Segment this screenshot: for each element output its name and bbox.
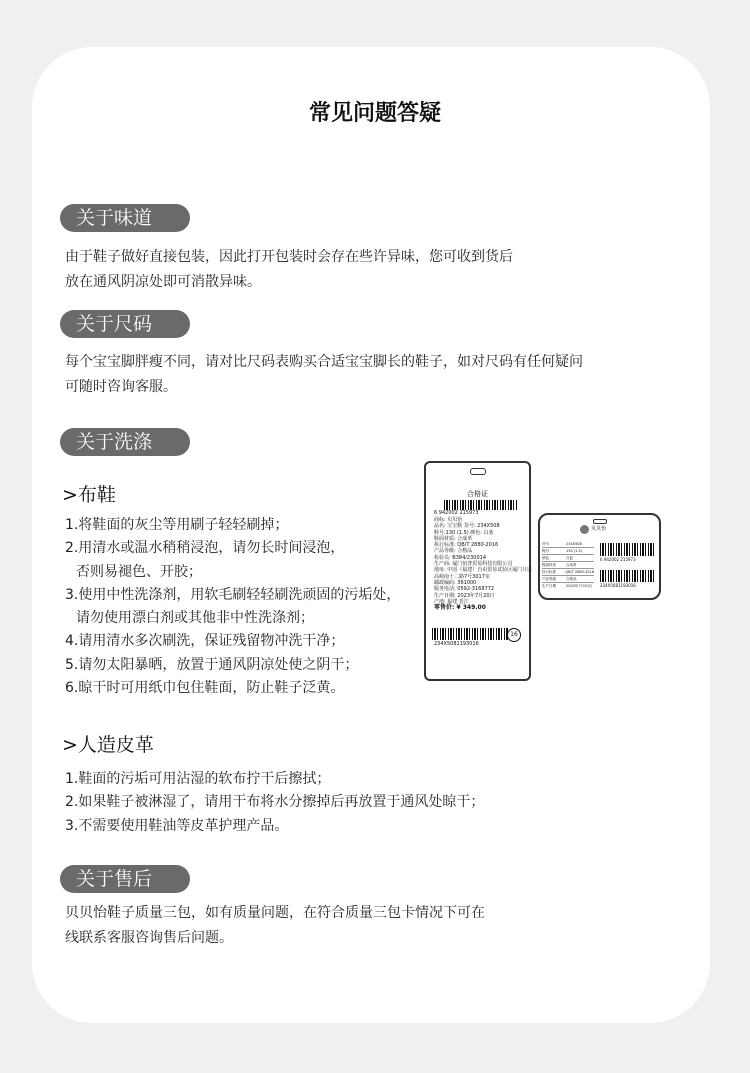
hang-hole — [593, 519, 607, 524]
list-item: 3.使用中性洗涤剂，用软毛刷轻轻刷洗顽固的污垢处， — [65, 586, 401, 603]
hang-tag-image — [538, 513, 661, 600]
barcode-icon — [600, 543, 654, 556]
spec-row — [542, 576, 594, 583]
barcode-icon — [444, 500, 518, 510]
spec-value: 2023年7月20日 — [566, 584, 593, 588]
tag-line: 生产商: 厦门佰普贸易科技有限公司 — [434, 561, 513, 568]
tag-line: 检验员: B384/230014 — [434, 554, 487, 561]
list-item: 请勿使用漂白剂或其他非中性洗涤剂； — [76, 610, 314, 627]
section-heading-aftersale: 关于售后 — [60, 865, 190, 893]
tag-line: 鞋面材质: 合成革 — [434, 535, 473, 542]
spec-value: 130 (1.5) — [566, 549, 583, 553]
tag-line: 鞋号:130 (1.5) 颜色: 白蓝 — [434, 529, 494, 536]
spec-value: QB/T 2880-2016 — [565, 570, 594, 574]
spec-key: 颜色 — [542, 556, 549, 560]
spec-row — [542, 541, 594, 548]
certificate-tag-image — [424, 461, 531, 681]
list-item: 4.请用清水多次刷洗，保证残留物冲洗干净； — [65, 633, 345, 650]
aftersale-paragraph — [65, 901, 485, 951]
smell-line: 由于鞋子做好直接包装，因此打开包装时会存在些许异味，您可收到货后 — [65, 249, 513, 265]
tag-line: 商标: 贝贝怡 — [434, 517, 463, 523]
spec-row — [542, 555, 594, 562]
smell-line: 放在通风阴凉处即可消散异味。 — [65, 274, 261, 290]
spec-row — [542, 548, 594, 555]
leather-list — [65, 768, 484, 838]
tag-line: 高崎南十二路7号3017室 — [434, 573, 490, 580]
aftersale-line: 贝贝怡鞋子质量三包，如有质量问题，在符合质量三包卡情况下可在 — [65, 905, 485, 921]
tag-line: 服务电话: 0592-3168772 — [434, 586, 495, 593]
leather-title: >人造皮革 — [62, 734, 154, 756]
size-paragraph — [65, 350, 583, 400]
spec-key: 货号 — [542, 542, 549, 546]
list-item: 1.将鞋面的灰尘等用刷子轻轻刷掉； — [65, 517, 289, 533]
size-badge: 16 — [507, 628, 521, 642]
spec-key: 产品等级 — [542, 577, 556, 581]
spec-value: 白蓝 — [566, 556, 573, 560]
tag-line: 零售价: ¥ 349.00 — [434, 604, 486, 612]
section-heading-size: 关于尺码 — [60, 310, 190, 338]
tag-info — [434, 517, 532, 611]
hang-hole — [470, 468, 486, 475]
spec-key: 鞋号 — [542, 549, 549, 553]
size-line: 可随时咨询客服。 — [65, 379, 177, 395]
barcode-number: 6 942002 215973 — [600, 557, 636, 562]
list-item: 1.鞋面的污垢可用沾湿的软布拧干后擦拭； — [65, 771, 331, 787]
spec-value: 合格品 — [566, 577, 577, 581]
tag-line: 产品等级: 合格品 — [434, 548, 473, 555]
barcode-icon — [432, 628, 508, 640]
tag-line: 品名: 宝宝鞋 货号: 234X508 — [434, 523, 500, 530]
spec-table — [542, 541, 594, 589]
tag-line: 生产日期: 2023年7月20日 — [434, 592, 495, 599]
page-title: 常见问题答疑 — [308, 101, 441, 126]
barcode-icon — [600, 570, 654, 582]
spec-row — [542, 569, 594, 576]
spec-key: 生产日期 — [542, 584, 556, 588]
list-item: 2.如果鞋子被淋湿了，请用干布将水分擦掉后再放置于通风处晾干； — [65, 794, 485, 811]
section-heading-smell: 关于味道 — [60, 204, 190, 232]
brand-logo-icon — [580, 525, 589, 534]
cloth-shoes-list — [65, 514, 400, 700]
smell-paragraph — [65, 245, 513, 295]
barcode-number: 6 942002 215973 — [434, 510, 479, 516]
list-item: 否则易褪色、开胶； — [76, 563, 202, 580]
spec-row — [542, 562, 594, 569]
section-heading-washing: 关于洗涤 — [60, 428, 190, 456]
aftersale-line: 线联系客服咨询售后问题。 — [65, 930, 233, 946]
list-item: 3.不需要使用鞋油等皮革护理产品。 — [65, 817, 289, 834]
bottom-code: 234X5081193016 — [600, 583, 636, 588]
tag-line: 产地: 福建 晋江 — [434, 598, 469, 605]
list-item: 6.晾干时可用纸巾包住鞋面，防止鞋子泛黄。 — [65, 680, 345, 697]
certificate-title: 合格证 — [467, 490, 488, 498]
tag-line: 执行标准: QB/T 2880-2016 — [434, 542, 499, 549]
spec-value: 234X508 — [566, 542, 582, 546]
bottom-code: 234X5081193016 — [434, 641, 479, 647]
list-item: 2.用清水或温水稍稍浸泡，请勿长时间浸泡， — [65, 540, 345, 557]
tag-line: 地址: 中国（福建）自由贸易试验区厦门片区 — [434, 567, 533, 574]
spec-key: 鞋面材质 — [542, 563, 556, 567]
cloth-shoes-title: >布鞋 — [62, 484, 116, 506]
list-item: 5.请勿太阳暴晒，放置于通风阴凉处使之阴干； — [65, 656, 359, 673]
spec-value: 合成革 — [566, 563, 577, 567]
spec-key: 执行标准 — [542, 570, 556, 574]
tag-line: 邮政编码: 361000 — [434, 579, 477, 586]
spec-row — [542, 583, 594, 589]
brand-name: 贝贝怡 — [591, 526, 607, 532]
size-line: 每个宝宝脚胖瘦不同，请对比尺码表购买合适宝宝脚长的鞋子，如对尺码有任何疑问 — [65, 354, 583, 370]
